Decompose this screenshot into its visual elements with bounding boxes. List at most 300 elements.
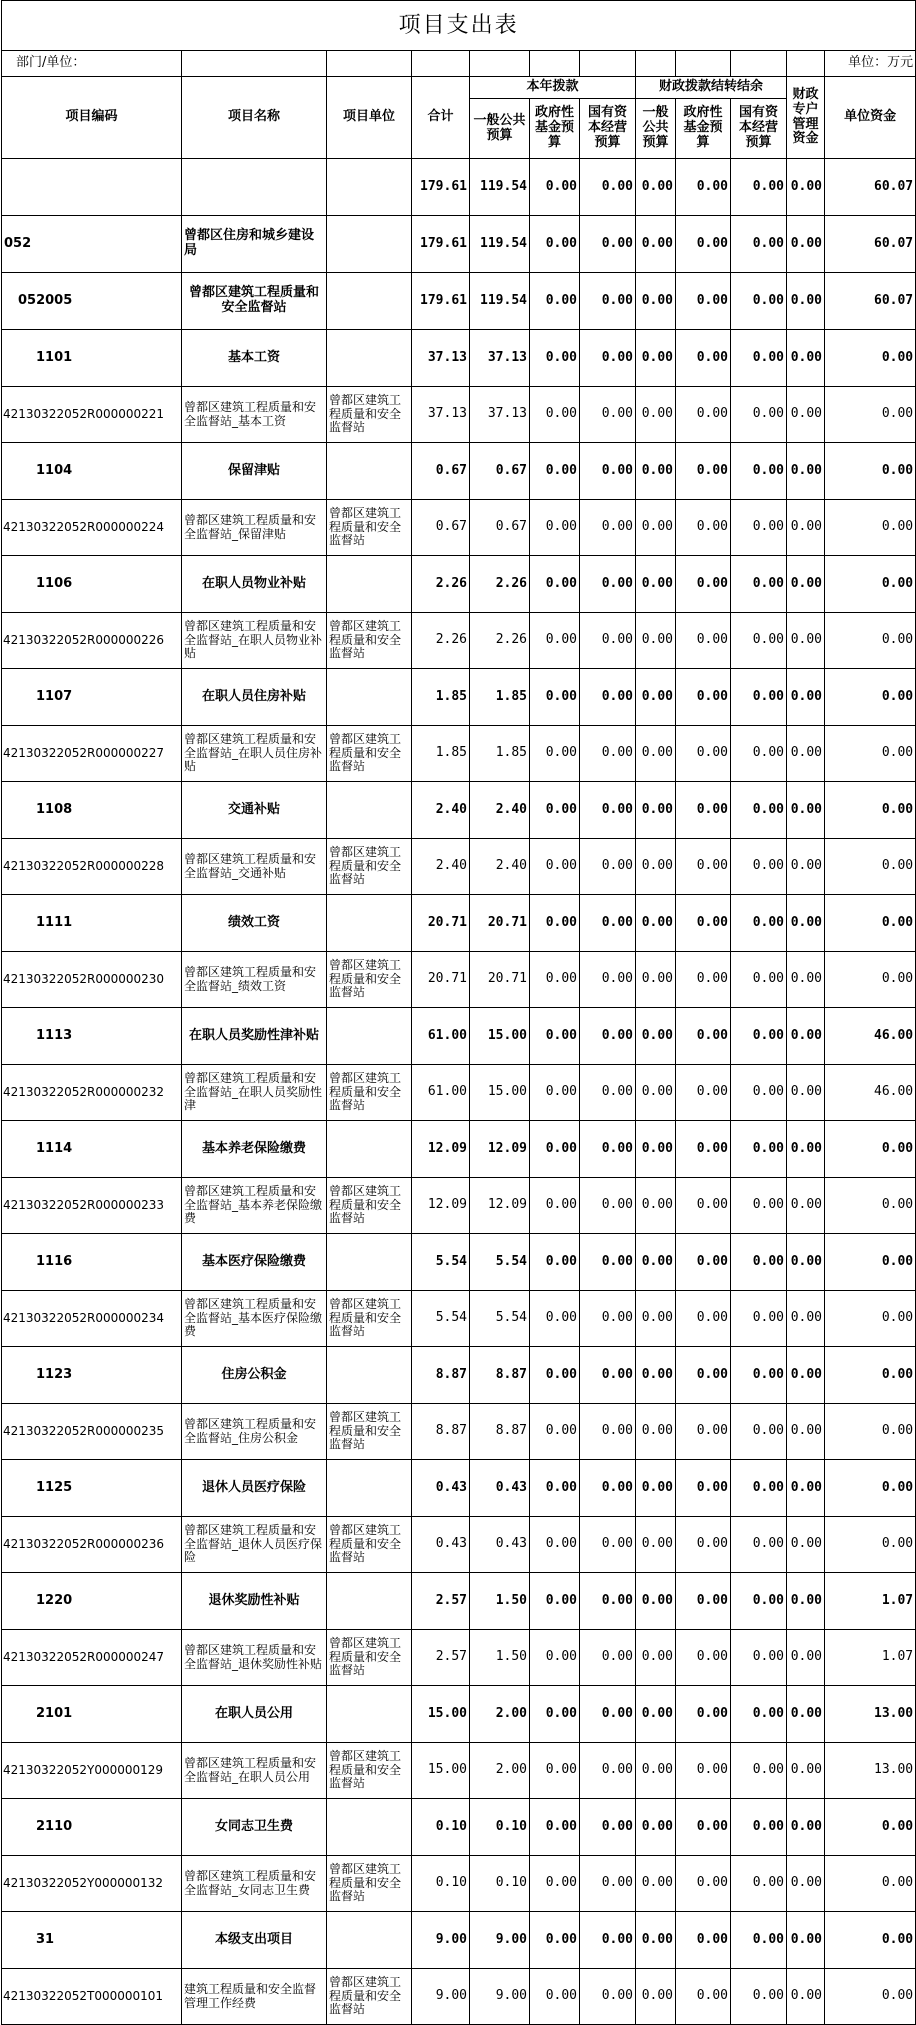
row-code: 42130322052T000000101 [2, 1969, 182, 2025]
dept-label: 部门/单位： [2, 51, 182, 77]
value-cell: 0.00 [731, 1969, 787, 2025]
row-name: 曾都区建筑工程质量和安全监督站_基本医疗保险缴费 [182, 1291, 327, 1347]
value-cell: 0.00 [787, 1799, 825, 1856]
row-name: 绩效工资 [182, 895, 327, 952]
value-cell: 0.00 [580, 1573, 636, 1630]
value-cell: 0.00 [580, 443, 636, 500]
value-cell: 0.00 [825, 782, 916, 839]
value-cell: 20.71 [412, 895, 470, 952]
value-cell: 0.67 [412, 500, 470, 556]
row-code: 052005 [2, 273, 182, 330]
value-cell: 0.00 [676, 1347, 731, 1404]
detail-row [2, 726, 916, 782]
row-unit: 曾都区建筑工程质量和安全监督站 [327, 952, 412, 1008]
value-cell: 0.00 [731, 556, 787, 613]
value-cell: 0.00 [636, 952, 676, 1008]
value-cell: 0.00 [787, 1404, 825, 1460]
row-unit: 曾都区建筑工程质量和安全监督站 [327, 1404, 412, 1460]
row-code: 42130322052Y000000129 [2, 1743, 182, 1799]
detail-row [2, 1630, 916, 1686]
row-name: 在职人员奖励性津补贴 [182, 1008, 327, 1065]
value-cell: 0.00 [787, 1517, 825, 1573]
row-unit: 曾都区建筑工程质量和安全监督站 [327, 726, 412, 782]
row-unit: 曾都区建筑工程质量和安全监督站 [327, 613, 412, 669]
value-cell: 0.00 [580, 1291, 636, 1347]
value-cell: 0.00 [787, 895, 825, 952]
value-cell: 0.00 [825, 1969, 916, 2025]
value-cell: 0.00 [676, 1121, 731, 1178]
row-code: 42130322052R000000235 [2, 1404, 182, 1460]
row-name: 曾都区建筑工程质量和安全监督站_交通补贴 [182, 839, 327, 895]
value-cell: 20.71 [412, 952, 470, 1008]
value-cell: 0.00 [787, 839, 825, 895]
value-cell: 0.00 [530, 1460, 580, 1517]
value-cell: 0.00 [580, 839, 636, 895]
value-cell: 0.00 [580, 159, 636, 216]
detail-row [2, 1517, 916, 1573]
value-cell: 0.00 [731, 1856, 787, 1912]
group-row [2, 1573, 916, 1630]
row-code: 1125 [2, 1460, 182, 1517]
value-cell: 0.00 [676, 1065, 731, 1121]
row-name: 曾都区建筑工程质量和安全监督站_基本工资 [182, 387, 327, 443]
project-expenditure-table [1, 0, 916, 2025]
row-name: 交通补贴 [182, 782, 327, 839]
row-code: 1108 [2, 782, 182, 839]
value-cell: 0.00 [731, 1517, 787, 1573]
value-cell: 0.00 [676, 839, 731, 895]
row-code: 42130322052R000000221 [2, 387, 182, 443]
value-cell: 0.67 [412, 443, 470, 500]
value-cell: 0.43 [412, 1460, 470, 1517]
row-code: 31 [2, 1912, 182, 1969]
value-cell: 0.00 [530, 669, 580, 726]
value-cell: 46.00 [825, 1008, 916, 1065]
value-cell: 2.40 [470, 782, 530, 839]
value-cell: 0.00 [580, 1856, 636, 1912]
value-cell: 0.00 [530, 1347, 580, 1404]
value-cell: 0.00 [530, 273, 580, 330]
row-code: 42130322052R000000233 [2, 1178, 182, 1234]
row-unit: 曾都区建筑工程质量和安全监督站 [327, 500, 412, 556]
value-cell: 15.00 [412, 1743, 470, 1799]
row-name: 曾都区建筑工程质量和安全监督站 [182, 273, 327, 330]
value-cell: 37.13 [412, 330, 470, 387]
value-cell: 60.07 [825, 159, 916, 216]
value-cell: 1.50 [470, 1630, 530, 1686]
value-cell: 0.00 [580, 273, 636, 330]
value-cell: 0.00 [731, 1686, 787, 1743]
row-code: 1123 [2, 1347, 182, 1404]
value-cell: 179.61 [412, 159, 470, 216]
value-cell: 0.00 [787, 500, 825, 556]
value-cell: 60.07 [825, 273, 916, 330]
value-cell: 0.00 [530, 613, 580, 669]
value-cell: 0.00 [787, 1121, 825, 1178]
value-cell: 1.07 [825, 1573, 916, 1630]
group-row [2, 1234, 916, 1291]
value-cell: 9.00 [470, 1912, 530, 1969]
header-current-year: 本年拨款 [470, 77, 636, 99]
value-cell: 15.00 [412, 1686, 470, 1743]
value-cell: 0.00 [676, 1234, 731, 1291]
detail-row [2, 500, 916, 556]
group-row [2, 895, 916, 952]
value-cell: 0.00 [580, 1347, 636, 1404]
value-cell: 0.00 [825, 895, 916, 952]
value-cell: 179.61 [412, 216, 470, 273]
value-cell: 0.00 [825, 1347, 916, 1404]
value-cell: 0.00 [530, 1686, 580, 1743]
value-cell: 0.00 [530, 159, 580, 216]
value-cell: 0.00 [731, 1799, 787, 1856]
value-cell: 0.00 [580, 556, 636, 613]
header-special: 财政专户管理资金 [787, 77, 825, 159]
value-cell: 0.00 [676, 613, 731, 669]
row-code: 1116 [2, 1234, 182, 1291]
value-cell: 0.00 [787, 613, 825, 669]
row-name: 曾都区建筑工程质量和安全监督站_在职人员物业补贴 [182, 613, 327, 669]
value-cell: 0.00 [731, 159, 787, 216]
value-cell: 2.00 [470, 1743, 530, 1799]
value-cell: 0.00 [636, 1517, 676, 1573]
value-cell: 0.10 [470, 1799, 530, 1856]
row-unit: 曾都区建筑工程质量和安全监督站 [327, 1630, 412, 1686]
row-code: 42130322052R000000226 [2, 613, 182, 669]
value-cell: 0.00 [530, 443, 580, 500]
value-cell: 0.00 [580, 669, 636, 726]
value-cell: 0.00 [676, 1630, 731, 1686]
group-row [2, 1686, 916, 1743]
dept-row [2, 216, 916, 273]
value-cell: 0.00 [530, 1178, 580, 1234]
value-cell: 0.00 [636, 1404, 676, 1460]
row-code: 1114 [2, 1121, 182, 1178]
detail-row [2, 1969, 916, 2025]
value-cell: 0.10 [470, 1856, 530, 1912]
value-cell: 0.00 [636, 1630, 676, 1686]
value-cell: 0.00 [825, 1234, 916, 1291]
value-cell: 0.00 [580, 1517, 636, 1573]
value-cell: 20.71 [470, 952, 530, 1008]
value-cell: 0.00 [636, 782, 676, 839]
row-code: 42130322052R000000230 [2, 952, 182, 1008]
value-cell: 0.00 [731, 443, 787, 500]
value-cell: 0.00 [787, 1969, 825, 2025]
value-cell: 0.00 [825, 669, 916, 726]
value-cell: 0.00 [530, 1743, 580, 1799]
value-cell: 0.00 [636, 839, 676, 895]
value-cell: 0.00 [636, 443, 676, 500]
row-name: 在职人员物业补贴 [182, 556, 327, 613]
value-cell: 9.00 [470, 1969, 530, 2025]
value-cell: 2.26 [412, 613, 470, 669]
value-cell: 2.26 [470, 613, 530, 669]
value-cell: 9.00 [412, 1969, 470, 2025]
row-code: 1220 [2, 1573, 182, 1630]
group-row [2, 782, 916, 839]
detail-row [2, 1178, 916, 1234]
value-cell: 0.00 [825, 387, 916, 443]
value-cell: 0.00 [676, 273, 731, 330]
value-cell: 0.00 [731, 1460, 787, 1517]
value-cell: 0.00 [580, 1460, 636, 1517]
row-name: 曾都区住房和城乡建设局 [182, 216, 327, 273]
value-cell: 0.00 [530, 556, 580, 613]
detail-row [2, 387, 916, 443]
value-cell: 0.00 [787, 1743, 825, 1799]
value-cell: 0.00 [787, 1686, 825, 1743]
row-code: 42130322052Y000000132 [2, 1856, 182, 1912]
value-cell: 0.00 [787, 1347, 825, 1404]
value-cell: 0.00 [676, 952, 731, 1008]
value-cell: 2.57 [412, 1573, 470, 1630]
value-cell: 9.00 [412, 1912, 470, 1969]
value-cell: 0.00 [676, 1969, 731, 2025]
value-cell: 0.00 [530, 1404, 580, 1460]
value-cell: 0.00 [731, 669, 787, 726]
value-cell: 0.00 [787, 1008, 825, 1065]
value-cell: 0.00 [530, 500, 580, 556]
value-cell: 0.00 [825, 1517, 916, 1573]
value-cell: 0.00 [580, 1743, 636, 1799]
row-code: 1106 [2, 556, 182, 613]
value-cell: 0.00 [825, 330, 916, 387]
value-cell: 0.00 [825, 443, 916, 500]
row-unit: 曾都区建筑工程质量和安全监督站 [327, 1517, 412, 1573]
value-cell: 0.00 [731, 1065, 787, 1121]
value-cell: 0.00 [787, 1856, 825, 1912]
value-cell: 12.09 [470, 1178, 530, 1234]
header-sub: 政府性基金预算 [530, 99, 580, 159]
value-cell: 0.00 [676, 895, 731, 952]
row-name: 女同志卫生费 [182, 1799, 327, 1856]
value-cell: 0.00 [731, 273, 787, 330]
value-cell: 0.00 [676, 159, 731, 216]
value-cell: 0.00 [731, 1630, 787, 1686]
value-cell: 0.00 [731, 613, 787, 669]
value-cell: 0.00 [787, 159, 825, 216]
value-cell: 2.40 [470, 839, 530, 895]
row-code: 2101 [2, 1686, 182, 1743]
value-cell: 0.00 [676, 1404, 731, 1460]
value-cell: 0.00 [530, 1121, 580, 1178]
value-cell: 0.00 [787, 1912, 825, 1969]
value-cell: 0.10 [412, 1856, 470, 1912]
row-code: 1111 [2, 895, 182, 952]
value-cell: 13.00 [825, 1743, 916, 1799]
row-code: 1107 [2, 669, 182, 726]
row-name: 保留津贴 [182, 443, 327, 500]
value-cell: 0.00 [580, 1404, 636, 1460]
value-cell: 0.00 [676, 1008, 731, 1065]
value-cell: 8.87 [470, 1404, 530, 1460]
row-name: 基本养老保险缴费 [182, 1121, 327, 1178]
value-cell: 0.00 [787, 952, 825, 1008]
value-cell: 20.71 [470, 895, 530, 952]
value-cell: 12.09 [412, 1121, 470, 1178]
value-cell: 0.00 [636, 1121, 676, 1178]
row-code: 42130322052R000000247 [2, 1630, 182, 1686]
row-code: 1104 [2, 443, 182, 500]
value-cell: 0.00 [530, 1517, 580, 1573]
value-cell: 0.00 [636, 159, 676, 216]
value-cell: 0.00 [676, 387, 731, 443]
value-cell: 0.00 [731, 1234, 787, 1291]
value-cell: 0.00 [636, 1799, 676, 1856]
value-cell: 0.00 [787, 273, 825, 330]
value-cell: 0.00 [580, 387, 636, 443]
value-cell: 0.00 [580, 1686, 636, 1743]
group-row [2, 669, 916, 726]
header-sub: 政府性基金预算 [676, 99, 731, 159]
value-cell: 0.67 [470, 500, 530, 556]
header-code: 项目编码 [2, 77, 182, 159]
value-cell: 0.00 [731, 1912, 787, 1969]
value-cell: 2.57 [412, 1630, 470, 1686]
group-row [2, 1912, 916, 1969]
value-cell: 0.00 [530, 839, 580, 895]
value-cell: 0.00 [731, 1291, 787, 1347]
value-cell: 0.00 [676, 669, 731, 726]
value-cell: 0.00 [636, 1912, 676, 1969]
row-name: 退休人员医疗保险 [182, 1460, 327, 1517]
value-cell: 0.00 [636, 669, 676, 726]
value-cell: 0.00 [787, 330, 825, 387]
header-carryover: 财政拨款结转结余 [636, 77, 787, 99]
row-name: 曾都区建筑工程质量和安全监督站_退休人员医疗保险 [182, 1517, 327, 1573]
row-name: 在职人员住房补贴 [182, 669, 327, 726]
value-cell: 0.00 [731, 1404, 787, 1460]
row-unit: 曾都区建筑工程质量和安全监督站 [327, 1178, 412, 1234]
value-cell: 0.00 [787, 1460, 825, 1517]
value-cell: 0.00 [731, 1743, 787, 1799]
value-cell: 0.00 [580, 1234, 636, 1291]
row-unit: 曾都区建筑工程质量和安全监督站 [327, 839, 412, 895]
row-name: 曾都区建筑工程质量和安全监督站_在职人员公用 [182, 1743, 327, 1799]
value-cell: 0.43 [470, 1517, 530, 1573]
value-cell: 0.00 [636, 1460, 676, 1517]
detail-row [2, 1065, 916, 1121]
value-cell: 0.00 [636, 613, 676, 669]
header-sub: 国有资本经营预算 [731, 99, 787, 159]
value-cell: 0.00 [636, 273, 676, 330]
value-cell: 0.00 [636, 1291, 676, 1347]
value-cell: 0.00 [825, 1404, 916, 1460]
value-cell: 0.00 [530, 1912, 580, 1969]
header-name: 项目名称 [182, 77, 327, 159]
group-row [2, 1460, 916, 1517]
value-cell: 0.00 [731, 1178, 787, 1234]
group-row [2, 443, 916, 500]
value-cell: 0.00 [636, 1743, 676, 1799]
value-cell: 0.00 [530, 1008, 580, 1065]
group-row [2, 1121, 916, 1178]
value-cell: 0.10 [412, 1799, 470, 1856]
value-cell: 12.09 [412, 1178, 470, 1234]
value-cell: 5.54 [412, 1234, 470, 1291]
value-cell: 61.00 [412, 1008, 470, 1065]
detail-row [2, 613, 916, 669]
row-code: 052 [2, 216, 182, 273]
value-cell: 0.00 [731, 839, 787, 895]
value-cell: 0.00 [530, 1234, 580, 1291]
value-cell: 0.00 [676, 1912, 731, 1969]
value-cell: 2.40 [412, 839, 470, 895]
value-cell: 0.00 [530, 1799, 580, 1856]
row-code: 42130322052R000000232 [2, 1065, 182, 1121]
header-unit-funds: 单位资金 [825, 77, 916, 159]
detail-row [2, 1856, 916, 1912]
row-unit: 曾都区建筑工程质量和安全监督站 [327, 1291, 412, 1347]
value-cell: 0.00 [787, 1573, 825, 1630]
header-sub: 国有资本经营预算 [580, 99, 636, 159]
value-cell: 0.00 [787, 387, 825, 443]
group-row [2, 1347, 916, 1404]
value-cell: 0.43 [470, 1460, 530, 1517]
value-cell: 0.00 [731, 895, 787, 952]
value-cell: 0.00 [787, 726, 825, 782]
row-name: 基本医疗保险缴费 [182, 1234, 327, 1291]
value-cell: 8.87 [470, 1347, 530, 1404]
value-cell: 0.00 [731, 216, 787, 273]
value-cell: 0.00 [636, 556, 676, 613]
value-cell: 1.07 [825, 1630, 916, 1686]
detail-row [2, 1404, 916, 1460]
value-cell: 0.00 [825, 726, 916, 782]
value-cell: 2.00 [470, 1686, 530, 1743]
value-cell: 0.00 [636, 726, 676, 782]
row-code: 42130322052R000000224 [2, 500, 182, 556]
header-total: 合计 [412, 77, 470, 159]
value-cell: 0.00 [636, 500, 676, 556]
value-cell: 0.00 [676, 1517, 731, 1573]
value-cell: 5.54 [470, 1234, 530, 1291]
value-cell: 0.00 [530, 330, 580, 387]
row-name: 住房公积金 [182, 1347, 327, 1404]
value-cell: 1.50 [470, 1573, 530, 1630]
value-cell: 0.00 [787, 1291, 825, 1347]
group-row [2, 1008, 916, 1065]
value-cell: 0.00 [787, 443, 825, 500]
value-cell: 2.26 [412, 556, 470, 613]
value-cell: 0.00 [530, 952, 580, 1008]
value-cell: 0.00 [676, 216, 731, 273]
value-cell: 0.00 [636, 1008, 676, 1065]
value-cell: 0.00 [580, 782, 636, 839]
value-cell: 5.54 [470, 1291, 530, 1347]
value-cell: 37.13 [470, 330, 530, 387]
value-cell: 0.00 [787, 669, 825, 726]
value-cell: 0.00 [636, 1969, 676, 2025]
value-cell: 0.00 [530, 1291, 580, 1347]
value-cell: 0.00 [636, 330, 676, 387]
value-cell: 0.00 [825, 1291, 916, 1347]
value-cell: 0.00 [530, 895, 580, 952]
row-code: 42130322052R000000234 [2, 1291, 182, 1347]
page-title: 项目支出表 [2, 1, 916, 51]
row-unit: 曾都区建筑工程质量和安全监督站 [327, 1743, 412, 1799]
row-code: 1101 [2, 330, 182, 387]
value-cell: 0.00 [825, 952, 916, 1008]
dept-row [2, 273, 916, 330]
value-cell: 0.00 [731, 1573, 787, 1630]
row-name: 曾都区建筑工程质量和安全监督站_在职人员奖励性津 [182, 1065, 327, 1121]
value-cell: 8.87 [412, 1404, 470, 1460]
value-cell: 0.00 [825, 1799, 916, 1856]
row-code: 42130322052R000000227 [2, 726, 182, 782]
value-cell: 0.00 [636, 1178, 676, 1234]
